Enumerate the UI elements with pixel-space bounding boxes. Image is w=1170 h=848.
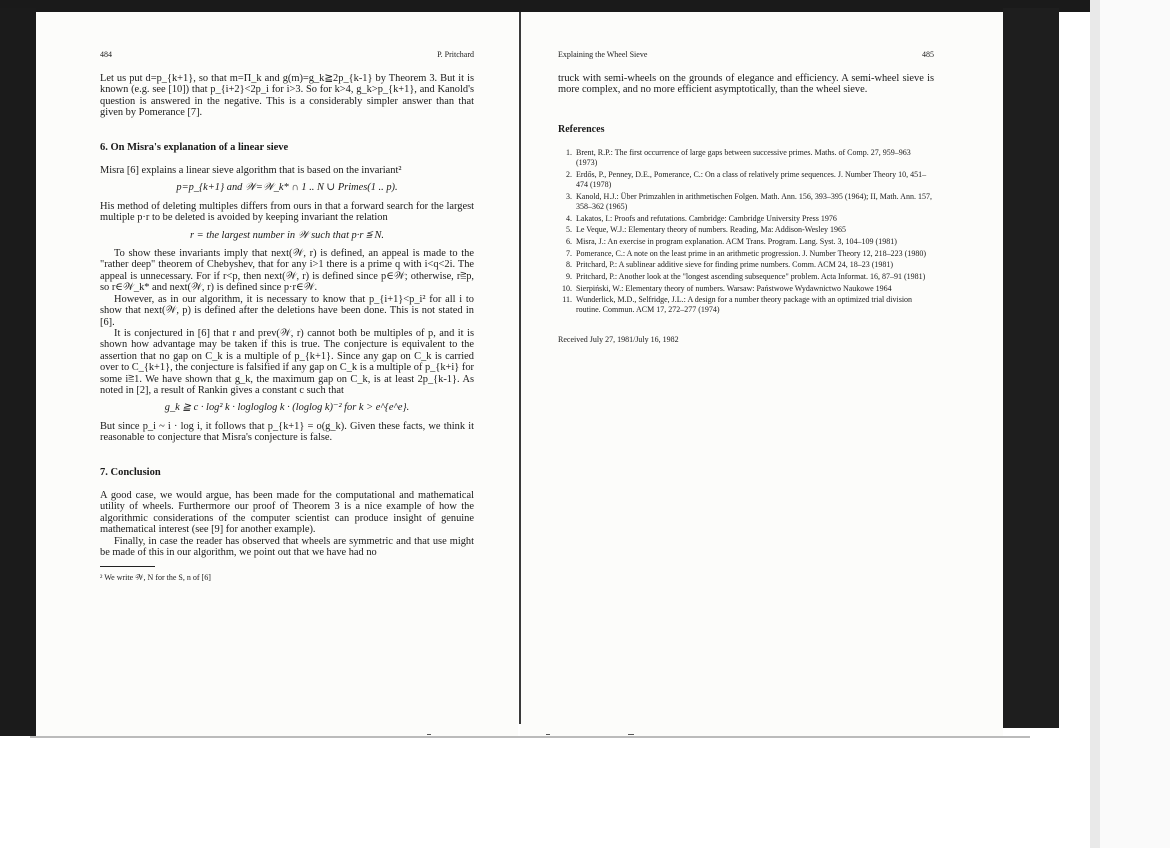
footnote-rule <box>100 566 155 567</box>
received-dates: Received July 27, 1981/July 16, 1982 <box>558 334 679 344</box>
reference-number: 3. <box>566 191 572 201</box>
reference-item <box>558 295 934 315</box>
reference-number: 4. <box>566 213 572 223</box>
right-running-head <box>558 50 934 60</box>
reference-text: Pritchard, P.: A sublinear additive sieve for finding prime numbers. Comm. ACM 24, 18–23 (1981) <box>576 260 894 270</box>
reference-number: 8. <box>566 260 572 270</box>
conclusion-paragraph-2: Finally, in case the reader has observed that wheels are symmetric and that use might be made of this in our algorithm, we point out that we have had no <box>100 535 474 558</box>
conjecture-paragraph: It is conjectured in [6] that r and prev(𝒲, r) cannot both be multiples of p, and it is shown how advantage may be taken if this is true. The conjecture is equivalent to the assertion that no gap on C_k is a multiple of p_{k+1}. Since any gap on C_k is carried over to C_{k+1}, the conjecture is falsified if any gap on C_k is a multiple of p_{k+i} for some i≧1. We have shown that g_k, the maximum gap on C_k, is at least 2p_{k-1}. As noted in [2], a result of Rankin gives a constant c such that <box>100 327 474 396</box>
reference-item <box>558 260 934 270</box>
reference-number: 10. <box>562 283 572 293</box>
right-page-number: 485 <box>922 50 934 59</box>
left-page-number: 484 <box>100 50 112 59</box>
invariant-equation: p=p_{k+1} and 𝒲=𝒲_k* ∩ 1 .. N ∪ Primes(1 .. p). <box>176 182 398 194</box>
rankin-equation: g_k ≧ c · log² k · logloglog k · (loglog k)⁻² for k > e^{e^e}. <box>164 402 410 414</box>
reference-text: Lakatos, I.: Proofs and refutations. Cambridge: Cambridge University Press 1976 <box>576 213 837 223</box>
scan-artifact <box>628 734 634 735</box>
references-list <box>558 148 934 315</box>
references-heading: References <box>558 123 605 135</box>
scan-margin <box>1100 0 1170 848</box>
scan-artifact <box>546 734 550 735</box>
book-gutter <box>519 12 521 724</box>
reference-number: 1. <box>566 148 572 158</box>
right-running-title: Explaining the Wheel Sieve <box>558 50 648 59</box>
reference-text: Misra, J.: An exercise in program explanation. ACM Trans. Program. Lang. Syst. 3, 104–109 (1981) <box>576 236 897 246</box>
section-6-intro: Misra [6] explains a linear sieve algorithm that is based on the invariant² <box>100 165 402 177</box>
reference-number: 5. <box>566 225 572 235</box>
scan-bottom-shadow <box>30 736 1030 738</box>
reference-item <box>558 272 934 282</box>
scan-top-border <box>0 0 1100 12</box>
reference-text: Le Veque, W.J.: Elementary theory of numbers. Reading, Ma: Addison-Wesley 1965 <box>576 225 847 235</box>
reference-number: 11. <box>562 295 572 305</box>
invariants-paragraph: To show these invariants imply that next(𝒲, r) is defined, an appeal is made to the "rather deep" theorem of Chebyshev, that for any i>1 there is a prime q with i<q<2i. The appeal is unnecessary. For if r<p, then next(𝒲, r) is defined since p∈𝒲; otherwise, r≧p, so r∈𝒲_k* and next(𝒲, r) is defined since p·r∈𝒲. <box>100 248 474 294</box>
reference-item <box>558 192 934 212</box>
reference-number: 6. <box>566 236 572 246</box>
scan-right-border <box>1003 8 1059 728</box>
reference-text: Pomerance, C.: A note on the least prime in an arithmetic progression. J. Number Theory 12, 218–223 (1980) <box>576 248 927 258</box>
right-page <box>558 50 934 345</box>
reference-text: Erdős, P., Penney, D.E., Pomerance, C.: On a class of relatively prime sequences. J. Number Theory 10, 451–474 (1978) <box>576 170 927 190</box>
reference-number: 9. <box>566 272 572 281</box>
scan-artifact <box>427 734 431 735</box>
relation-equation: r = the largest number in 𝒲 such that p·r ≦ N. <box>190 229 384 241</box>
reference-item <box>558 284 934 294</box>
continuation-paragraph: truck with semi-wheels on the grounds of elegance and efficiency. A semi-wheel sieve is more complex, and no more efficient asymptotically, than the wheel sieve. <box>558 73 934 96</box>
section-6-heading: 6. On Misra's explanation of a linear sieve <box>100 141 289 153</box>
left-running-head <box>100 50 474 60</box>
reference-item <box>558 214 934 224</box>
reference-number: 7. <box>566 248 572 258</box>
reference-text: Brent, R.P.: The first occurrence of large gaps between successive primes. Maths. of Comp. 27, 959–963 (1973) <box>576 148 911 168</box>
reference-item <box>558 249 934 259</box>
but-paragraph: But since p_i ~ i · log i, it follows that p_{k+1} = o(g_k). Given these facts, we think it reasonable to conjecture that Misra's conjecture is false. <box>100 420 474 444</box>
reference-item <box>558 225 934 235</box>
reference-item <box>558 170 934 190</box>
left-page <box>100 50 474 583</box>
scan-edge <box>1090 0 1100 848</box>
conclusion-paragraph-1: A good case, we would argue, has been made for the computational and mathematical utility of wheels. Furthermore our proof of Theorem 3 is a nice example of how the algorithmic considerations of the computer scientist can produce insight of genuine mathematical interest (see [9] for another example). <box>100 489 474 536</box>
reference-text: Pritchard, P.: Another look at the "longest ascending subsequence" problem. Acta Informat. 16, 87–91 (1981) <box>576 272 926 281</box>
reference-text: Wunderlick, M.D., Selfridge, J.L.: A design for a number theory package with an optimized trial division routine. Commun. ACM 17, 272–277 (1974) <box>576 295 913 315</box>
however-paragraph: However, as in our algorithm, it is necessary to know that p_{i+1}<p_i² for all i to show that next(𝒲, p) is defined after the deletions have been done. This is not stated in [6]. <box>100 293 474 328</box>
reference-item <box>558 148 934 168</box>
left-running-author: P. Pritchard <box>437 50 474 59</box>
reference-number: 2. <box>566 170 572 179</box>
scan-left-border <box>0 8 36 736</box>
section-7-heading: 7. Conclusion <box>100 466 161 478</box>
reference-item <box>558 237 934 247</box>
opening-paragraph: Let us put d=p_{k+1}, so that m=Π_k and g(m)=g_k≧2p_{k-1} by Theorem 3. But it is known (e.g. see [10]) that p_{i+2}<2p_i for i>3. So for k>4, g_k>p_{k+1}, and Kanold's question is answered in the negative. This is a considerably simpler answer than that given by Pomerance [7]. <box>100 73 474 119</box>
footnote: ² We write 𝒲, N for the S, n of [6] <box>100 573 211 583</box>
reference-text: Kanold, H.J.: Über Primzahlen in arithmetischen Folgen. Math. Ann. 156, 393–395 (1964); II, Math. Ann. 157, 358–362 (1965) <box>576 191 932 211</box>
method-paragraph: His method of deleting multiples differs from ours in that a forward search for the largest multiple p·r to be deleted is avoided by keeping invariant the relation <box>100 200 474 224</box>
reference-text: Sierpiński, W.: Elementary theory of numbers. Warsaw: Państwowe Wydawnictwo Naukowe 1964 <box>576 283 892 293</box>
